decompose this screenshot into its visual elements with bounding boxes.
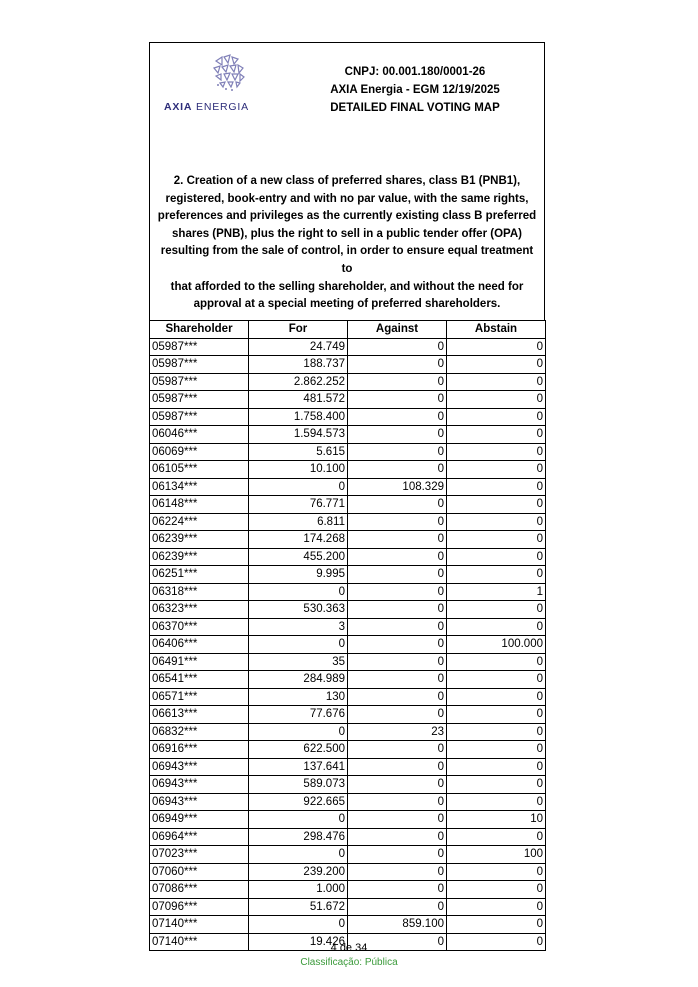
cell-shareholder: 07140*** xyxy=(150,916,249,934)
agenda-item-line: that afforded to the selling shareholder, and without the need for xyxy=(170,280,524,293)
meeting-line: AXIA Energia - EGM 12/19/2025 xyxy=(330,84,500,96)
cell-abstain: 0 xyxy=(447,513,546,531)
cell-shareholder: 07060*** xyxy=(150,863,249,881)
table-row xyxy=(150,653,546,671)
cell-for: 1.594.573 xyxy=(249,426,348,444)
cell-abstain: 10 xyxy=(447,811,546,829)
company-logo xyxy=(162,51,252,113)
cell-for: 0 xyxy=(249,478,348,496)
table-row xyxy=(150,513,546,531)
table-row xyxy=(150,408,546,426)
cell-for: 9.995 xyxy=(249,566,348,584)
cell-against: 0 xyxy=(348,933,447,951)
cell-shareholder: 06949*** xyxy=(150,811,249,829)
table-row xyxy=(150,863,546,881)
column-header-abstain: Abstain xyxy=(447,321,546,339)
cell-abstain: 0 xyxy=(447,688,546,706)
table-row xyxy=(150,356,546,374)
cell-shareholder: 06916*** xyxy=(150,741,249,759)
cell-for: 130 xyxy=(249,688,348,706)
cell-shareholder: 06491*** xyxy=(150,653,249,671)
cell-shareholder: 07140*** xyxy=(150,933,249,951)
cell-shareholder: 06069*** xyxy=(150,443,249,461)
cell-shareholder: 06251*** xyxy=(150,566,249,584)
agenda-item-line: 2. Creation of a new class of preferred shares, class B1 (PNB1), xyxy=(173,175,521,187)
cell-for: 481.572 xyxy=(249,391,348,409)
cell-shareholder: 06148*** xyxy=(150,496,249,514)
cell-for: 10.100 xyxy=(249,461,348,479)
cell-abstain: 0 xyxy=(447,776,546,794)
table-body xyxy=(150,338,546,951)
cell-abstain: 0 xyxy=(447,373,546,391)
cell-against: 0 xyxy=(348,356,447,374)
cell-against: 0 xyxy=(348,408,447,426)
cell-abstain: 0 xyxy=(447,793,546,811)
cell-against: 0 xyxy=(348,531,447,549)
cell-shareholder: 06239*** xyxy=(150,531,249,549)
cell-abstain: 0 xyxy=(447,601,546,619)
cell-shareholder: 05987*** xyxy=(150,338,249,356)
cell-abstain: 0 xyxy=(447,338,546,356)
cell-abstain: 0 xyxy=(447,916,546,934)
cell-for: 922.665 xyxy=(249,793,348,811)
table-row xyxy=(150,776,546,794)
table-row xyxy=(150,793,546,811)
cnpj-line: CNPJ: 00.001.180/0001-26 xyxy=(344,66,486,78)
cell-against: 0 xyxy=(348,373,447,391)
cell-abstain: 0 xyxy=(447,408,546,426)
cell-for: 51.672 xyxy=(249,898,348,916)
cell-abstain: 0 xyxy=(447,741,546,759)
table-row xyxy=(150,881,546,899)
table-row xyxy=(150,601,546,619)
cell-shareholder: 06134*** xyxy=(150,478,249,496)
cell-against: 0 xyxy=(348,391,447,409)
cell-abstain: 1 xyxy=(447,583,546,601)
table-row xyxy=(150,461,546,479)
cell-against: 0 xyxy=(348,636,447,654)
cell-abstain: 0 xyxy=(447,723,546,741)
cell-for: 0 xyxy=(249,916,348,934)
table-row xyxy=(150,723,546,741)
cell-for: 77.676 xyxy=(249,706,348,724)
cell-shareholder: 05987*** xyxy=(150,356,249,374)
cell-for: 0 xyxy=(249,636,348,654)
cell-abstain: 0 xyxy=(447,356,546,374)
cell-against: 0 xyxy=(348,583,447,601)
table-row xyxy=(150,443,546,461)
cell-shareholder: 06943*** xyxy=(150,758,249,776)
table-row xyxy=(150,898,546,916)
table-row xyxy=(150,566,546,584)
cell-abstain: 0 xyxy=(447,828,546,846)
table-row xyxy=(150,496,546,514)
cell-for: 188.737 xyxy=(249,356,348,374)
cell-for: 6.811 xyxy=(249,513,348,531)
cell-against: 0 xyxy=(348,776,447,794)
cell-abstain: 0 xyxy=(447,706,546,724)
table-row xyxy=(150,531,546,549)
cell-shareholder: 07096*** xyxy=(150,898,249,916)
cell-for: 137.641 xyxy=(249,758,348,776)
cell-abstain: 0 xyxy=(447,566,546,584)
table-row xyxy=(150,548,546,566)
cell-for: 3 xyxy=(249,618,348,636)
cell-abstain: 0 xyxy=(447,863,546,881)
cell-for: 298.476 xyxy=(249,828,348,846)
cell-abstain: 0 xyxy=(447,671,546,689)
table-row xyxy=(150,846,546,864)
cell-against: 23 xyxy=(348,723,447,741)
cell-against: 0 xyxy=(348,496,447,514)
cell-for: 239.200 xyxy=(249,863,348,881)
cell-abstain: 0 xyxy=(447,531,546,549)
cell-against: 0 xyxy=(348,846,447,864)
cell-against: 0 xyxy=(348,793,447,811)
cell-shareholder: 05987*** xyxy=(150,373,249,391)
cell-for: 455.200 xyxy=(249,548,348,566)
header-title-block xyxy=(300,63,530,117)
document-header-box xyxy=(149,42,545,321)
cell-abstain: 100 xyxy=(447,846,546,864)
cell-abstain: 0 xyxy=(447,881,546,899)
cell-shareholder: 06943*** xyxy=(150,776,249,794)
table-row xyxy=(150,811,546,829)
cell-against: 108.329 xyxy=(348,478,447,496)
logo-wordmark-bold: AXIA xyxy=(164,101,193,113)
cell-for: 19.426 xyxy=(249,933,348,951)
cell-against: 859.100 xyxy=(348,916,447,934)
table-row xyxy=(150,618,546,636)
cell-shareholder: 06964*** xyxy=(150,828,249,846)
cell-for: 5.615 xyxy=(249,443,348,461)
column-header-shareholder: Shareholder xyxy=(150,321,249,339)
cell-against: 0 xyxy=(348,898,447,916)
cell-shareholder: 06943*** xyxy=(150,793,249,811)
cell-abstain: 0 xyxy=(447,478,546,496)
cell-abstain: 0 xyxy=(447,548,546,566)
cell-for: 589.073 xyxy=(249,776,348,794)
cell-against: 0 xyxy=(348,338,447,356)
document-title: DETAILED FINAL VOTING MAP xyxy=(330,102,500,114)
cell-abstain: 0 xyxy=(447,653,546,671)
table-row xyxy=(150,671,546,689)
cell-against: 0 xyxy=(348,758,447,776)
table-row xyxy=(150,741,546,759)
cell-shareholder: 06406*** xyxy=(150,636,249,654)
agenda-item-description xyxy=(154,173,540,314)
cell-against: 0 xyxy=(348,741,447,759)
cell-shareholder: 06323*** xyxy=(150,601,249,619)
cell-against: 0 xyxy=(348,566,447,584)
cell-abstain: 0 xyxy=(447,461,546,479)
cell-against: 0 xyxy=(348,548,447,566)
cell-against: 0 xyxy=(348,811,447,829)
cell-for: 0 xyxy=(249,723,348,741)
table-row xyxy=(150,636,546,654)
cell-against: 0 xyxy=(348,671,447,689)
cell-shareholder: 06224*** xyxy=(150,513,249,531)
globe-triangles-icon xyxy=(206,51,250,95)
logo-wordmark xyxy=(164,101,249,113)
cell-for: 2.862.252 xyxy=(249,373,348,391)
column-header-against: Against xyxy=(348,321,447,339)
cell-against: 0 xyxy=(348,601,447,619)
cell-against: 0 xyxy=(348,513,447,531)
cell-for: 0 xyxy=(249,583,348,601)
table-row xyxy=(150,758,546,776)
cell-for: 0 xyxy=(249,811,348,829)
cell-for: 1.758.400 xyxy=(249,408,348,426)
cell-against: 0 xyxy=(348,688,447,706)
cell-abstain: 0 xyxy=(447,618,546,636)
cell-shareholder: 05987*** xyxy=(150,408,249,426)
table-row xyxy=(150,426,546,444)
cell-shareholder: 06832*** xyxy=(150,723,249,741)
cell-shareholder: 06613*** xyxy=(150,706,249,724)
column-header-for: For xyxy=(249,321,348,339)
cell-shareholder: 06571*** xyxy=(150,688,249,706)
cell-against: 0 xyxy=(348,653,447,671)
cell-shareholder: 05987*** xyxy=(150,391,249,409)
cell-abstain: 0 xyxy=(447,898,546,916)
agenda-item-line: approval at a special meeting of preferred shareholders. xyxy=(193,298,501,311)
page-number: 4 de 34 xyxy=(330,942,368,954)
cell-abstain: 0 xyxy=(447,933,546,951)
table-row xyxy=(150,828,546,846)
agenda-item-line: registered, book-entry and with no par value, with the same rights, xyxy=(165,192,529,205)
cell-shareholder: 07023*** xyxy=(150,846,249,864)
cell-for: 0 xyxy=(249,846,348,864)
cell-against: 0 xyxy=(348,828,447,846)
cell-shareholder: 06370*** xyxy=(150,618,249,636)
cell-for: 530.363 xyxy=(249,601,348,619)
table-row xyxy=(150,373,546,391)
classification-label: Classificação: Pública xyxy=(300,957,398,968)
cell-against: 0 xyxy=(348,863,447,881)
table-row xyxy=(150,391,546,409)
table-row xyxy=(150,916,546,934)
cell-against: 0 xyxy=(348,706,447,724)
cell-abstain: 100.000 xyxy=(447,636,546,654)
table-row xyxy=(150,338,546,356)
cell-for: 24.749 xyxy=(249,338,348,356)
cell-shareholder: 06318*** xyxy=(150,583,249,601)
table-header-row xyxy=(150,321,546,339)
cell-for: 622.500 xyxy=(249,741,348,759)
table-row xyxy=(150,583,546,601)
cell-for: 284.989 xyxy=(249,671,348,689)
agenda-item-line: shares (PNB), plus the right to sell in a public tender offer (OPA) xyxy=(172,227,522,240)
cell-against: 0 xyxy=(348,443,447,461)
cell-abstain: 0 xyxy=(447,443,546,461)
cell-against: 0 xyxy=(348,881,447,899)
agenda-item-line: resulting from the sale of control, in order to ensure equal treatment to xyxy=(160,245,534,275)
cell-for: 35 xyxy=(249,653,348,671)
cell-against: 0 xyxy=(348,461,447,479)
logo-wordmark-regular: ENERGIA xyxy=(192,101,249,113)
cell-abstain: 0 xyxy=(447,496,546,514)
cell-shareholder: 07086*** xyxy=(150,881,249,899)
cell-for: 174.268 xyxy=(249,531,348,549)
voting-table xyxy=(149,320,546,951)
table-row xyxy=(150,478,546,496)
cell-shareholder: 06541*** xyxy=(150,671,249,689)
cell-for: 1.000 xyxy=(249,881,348,899)
cell-for: 76.771 xyxy=(249,496,348,514)
cell-against: 0 xyxy=(348,426,447,444)
table-row xyxy=(150,706,546,724)
agenda-item-line: preferences and privileges as the currently existing class B preferred xyxy=(157,210,537,223)
cell-abstain: 0 xyxy=(447,426,546,444)
cell-abstain: 0 xyxy=(447,758,546,776)
table-row xyxy=(150,688,546,706)
cell-abstain: 0 xyxy=(447,391,546,409)
cell-shareholder: 06239*** xyxy=(150,548,249,566)
cell-shareholder: 06046*** xyxy=(150,426,249,444)
cell-against: 0 xyxy=(348,618,447,636)
cell-shareholder: 06105*** xyxy=(150,461,249,479)
